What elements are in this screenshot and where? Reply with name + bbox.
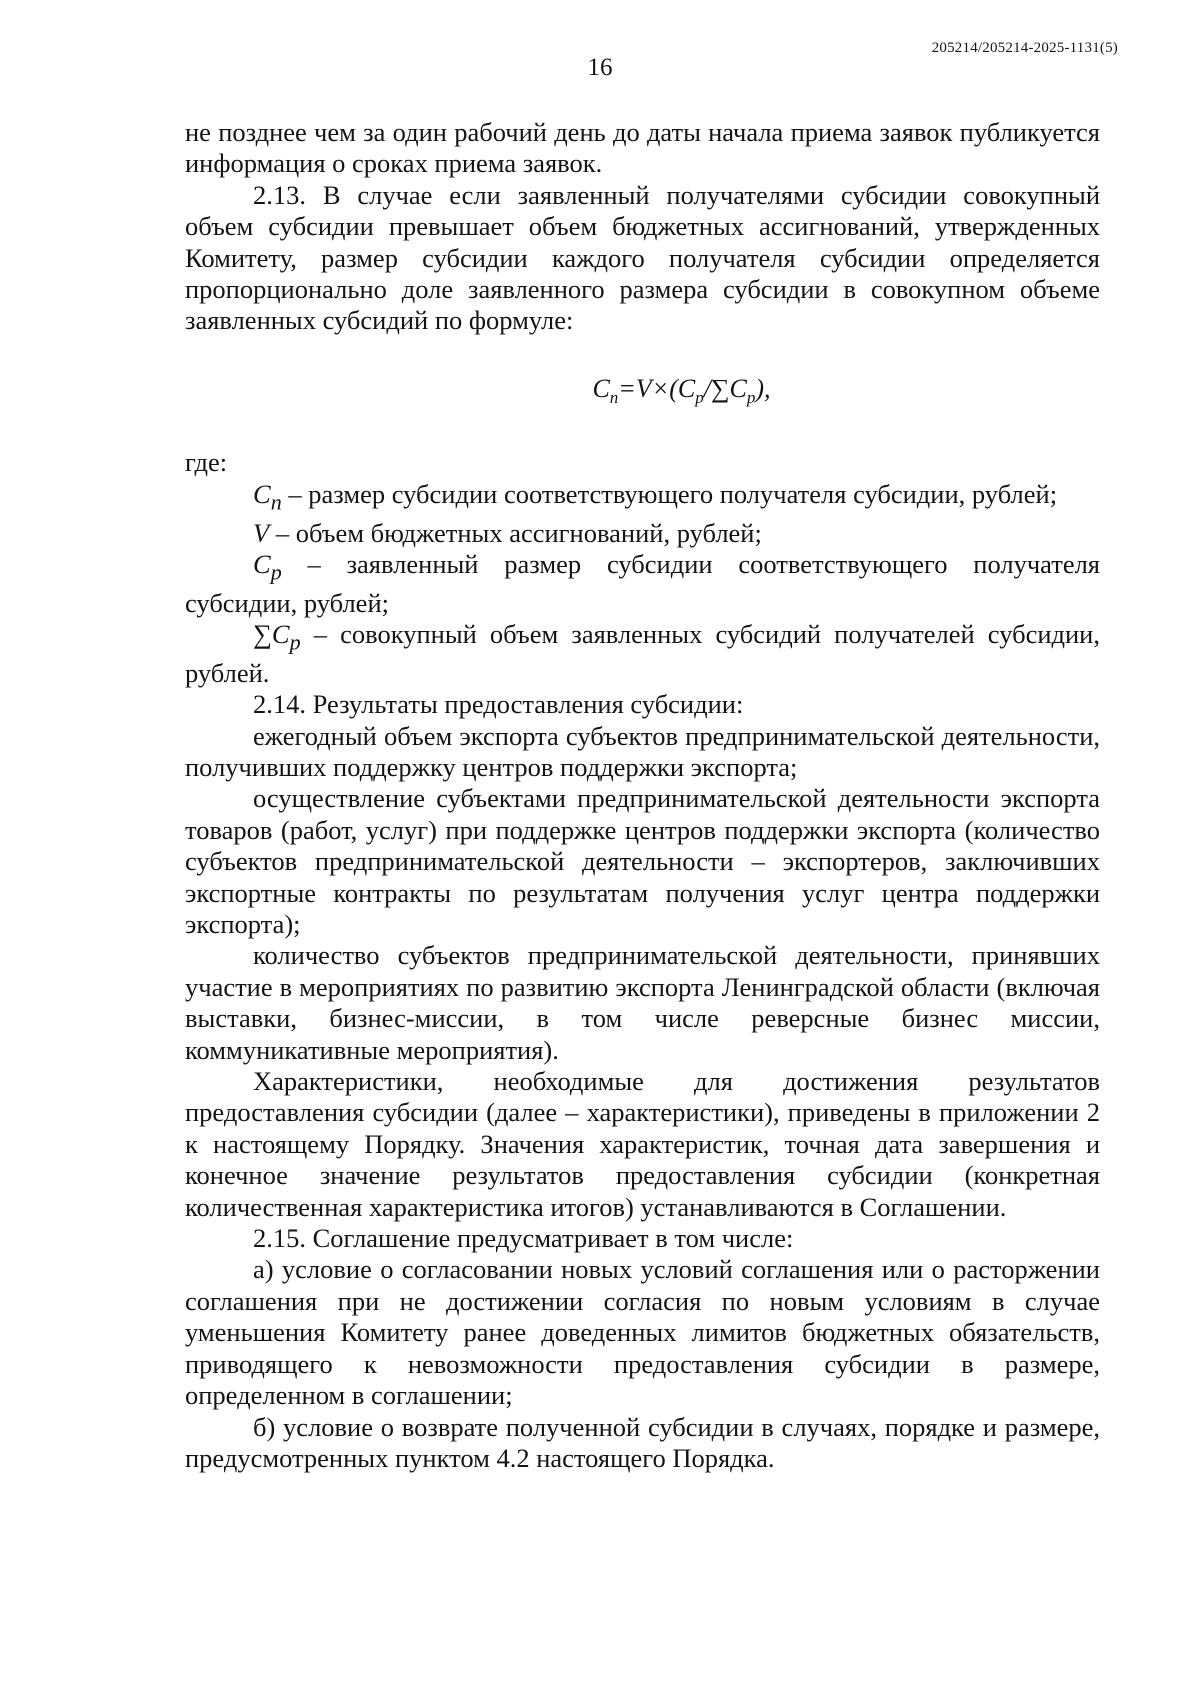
paragraph-2-13: 2.13. В случае если заявленный получателями субсидии совокупный объем субсидии превышает объем бюджетных ассигнований, утвержденных Комитету, размер субсидии каждого получателя субсидии определяется пропорционально доле заявленного размера субсидии в совокупном объеме заявленных субсидий по формуле:	[185, 179, 1100, 336]
paragraph-2-14-exporters: осуществление субъектами предпринимательской деятельности экспорта товаров (работ, услуг) при поддержке центров поддержки экспорта (количество субъектов предпринимательской деятельности – экспортеров, заключивших экспортные контракты по результатам получения услуг центра поддержки экспорта);	[185, 783, 1100, 940]
paragraph-2-15-a: а) условие о согласовании новых условий соглашения или о расторжении соглашения при не достижении согласия по новым условиям в случае уменьшения Комитету ранее доведенных лимитов бюджетных обязательств, приводящего к невозможности предоставления субсидии в размере, определенном в соглашении;	[185, 1254, 1100, 1411]
definition-v-text: – объем бюджетных ассигнований, рублей;	[269, 517, 762, 548]
paragraph-2-14-participants: количество субъектов предпринимательской деятельности, принявших участие в мероприятиях по развитию экспорта Ленинградской области (включая выставки, бизнес-миссии, в том числе реверсные бизнес миссии, коммуникативные мероприятия).	[185, 940, 1100, 1065]
definition-cn-text: – размер субсидии соответствующего получателя субсидии, рублей;	[281, 478, 1058, 509]
paragraph-intro: не позднее чем за один рабочий день до даты начала приема заявок публикуется информация о сроках приема заявок.	[185, 117, 1100, 179]
definition-sum-cp-sub: p	[289, 629, 301, 655]
formula-c: C	[592, 373, 610, 403]
paragraph-2-14: 2.14. Результаты предоставления субсидии:	[253, 689, 744, 720]
formula-eq-v: =V×(C	[618, 373, 696, 403]
definition-cp-symbol: C	[253, 548, 271, 579]
definition-cn	[185, 479, 1100, 518]
formula-sum-c: /∑C	[703, 373, 747, 403]
definition-cn-sub: n	[270, 489, 282, 515]
definition-cp	[185, 549, 1100, 619]
document-body	[185, 117, 1100, 1474]
where-label: где:	[185, 447, 228, 478]
definition-sum-cp	[185, 619, 1100, 689]
definition-cp-text: – заявленный размер субсидии соответствующего получателя субсидии, рублей;	[185, 548, 1100, 618]
page-number: 16	[587, 54, 613, 81]
definition-sum-cp-symbol: ∑C	[253, 619, 290, 650]
formula-sub-n: n	[609, 388, 619, 408]
formula	[185, 373, 1100, 414]
formula-sub-p1: p	[695, 388, 704, 408]
definition-sum-cp-text: – совокупный объем заявленных субсидий получателей субсидии, рублей.	[185, 619, 1100, 688]
formula-close: ),	[755, 373, 771, 403]
paragraph-2-15: 2.15. Соглашение предусматривает в том числе:	[253, 1223, 794, 1254]
definition-v	[185, 518, 1100, 549]
paragraph-2-15-b: б) условие о возврате полученной субсидии в случаях, порядке и размере, предусмотренных пунктом 4.2 настоящего Порядка.	[185, 1411, 1100, 1473]
definition-v-symbol: V	[253, 517, 270, 548]
document-code: 205214/205214-2025-1131(5)	[931, 40, 1118, 56]
definition-cn-symbol: C	[253, 478, 271, 509]
paragraph-characteristics: Характеристики, необходимые для достижения результатов предоставления субсидии (далее – характеристики), приведены в приложении 2 к настоящему Порядку. Значения характеристик, точная дата завершения и конечное значение результатов предоставления субсидии (конкретная количественная характеристика итогов) устанавливаются в Соглашении.	[185, 1066, 1100, 1222]
definition-cp-sub: p	[270, 559, 282, 585]
paragraph-2-14-export-volume: ежегодный объем экспорта субъектов предпринимательской деятельности, получивших поддержку центров поддержки экспорта;	[185, 720, 1100, 782]
formula-sub-p2: p	[746, 388, 756, 408]
